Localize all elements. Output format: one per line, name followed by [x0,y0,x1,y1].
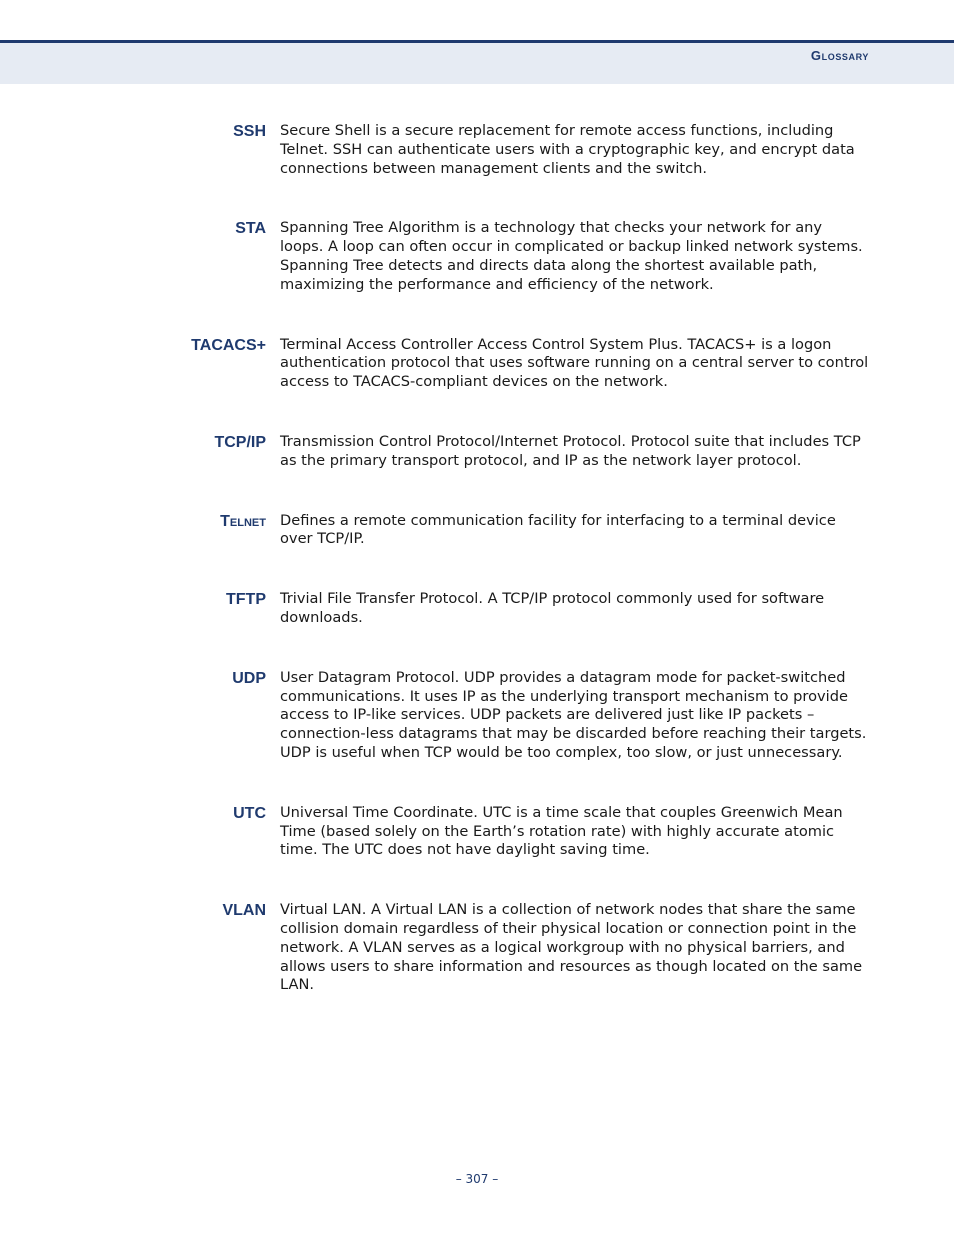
glossary-entry-vlan [0,901,954,995]
glossary-list [0,122,954,995]
glossary-definition: Spanning Tree Algorithm is a technology that checks your network for any loops. A loop can often occur in complicated or backup linked network systems. Spanning Tree detects and directs data along the shortest available path, maximizing the performance and efficiency of the network. [280,219,863,293]
glossary-term: STA [235,220,266,238]
glossary-definition: Defines a remote communication facility for interfacing to a terminal device over TCP/IP. [280,511,836,548]
glossary-entry-tcpip [0,433,954,471]
glossary-entry-udp [0,669,954,763]
page-header [0,40,954,84]
glossary-definition: Universal Time Coordinate. UTC is a time scale that couples Greenwich Mean Time (based solely on the Earth’s rotation rate) with highly accurate atomic time. The UTC does not have daylight saving time. [280,803,843,859]
glossary-definition: Trivial File Transfer Protocol. A TCP/IP protocol commonly used for software downloads. [280,590,825,626]
glossary-entry-tftp [0,590,954,628]
section-title: Glossary [810,48,869,63]
glossary-term: TACACS+ [191,336,266,354]
glossary-entry-ssh [0,122,954,178]
glossary-entry-tacacs [0,336,954,392]
page-number: – 307 – [455,1172,499,1186]
glossary-term: VLAN [222,902,266,920]
glossary-entry-sta [0,219,954,294]
glossary-term: UTC [233,804,266,822]
glossary-term: TFTP [226,591,266,609]
glossary-definition: Transmission Control Protocol/Internet Protocol. Protocol suite that includes TCP as the primary transport protocol, and IP as the network layer protocol. [280,432,861,469]
glossary-definition: User Datagram Protocol. UDP provides a datagram mode for packet-switched communications. It uses IP as the underlying transport mechanism to provide access to IP-like services. UDP packets are delivered just like IP packets – connection-less datagrams that may be discarded before reaching their targets. UDP is useful when TCP would be too complex, too slow, or just unnecessary. [280,668,867,761]
glossary-entry-utc [0,804,954,860]
glossary-entry-telnet [0,512,954,550]
glossary-definition: Secure Shell is a secure replacement for remote access functions, including Telnet. SSH can authenticate users with a cryptographic key, and encrypt data connections between management clients and the switch. [280,122,855,177]
glossary-term: TCP/IP [214,433,266,451]
glossary-term: SSH [233,123,266,140]
glossary-term: Telnet [220,512,266,530]
glossary-definition: Terminal Access Controller Access Control System Plus. TACACS+ is a logon authentication protocol that uses software running on a central server to control access to TACACS-compliant devices on the network. [280,335,869,391]
glossary-definition: Virtual LAN. A Virtual LAN is a collection of network nodes that share the same collision domain regardless of their physical location or connection point in the network. A VLAN serves as a logical workgroup with no physical barriers, and allows users to share information and resources as though located on the same LAN. [280,901,863,994]
glossary-term: UDP [232,669,266,687]
